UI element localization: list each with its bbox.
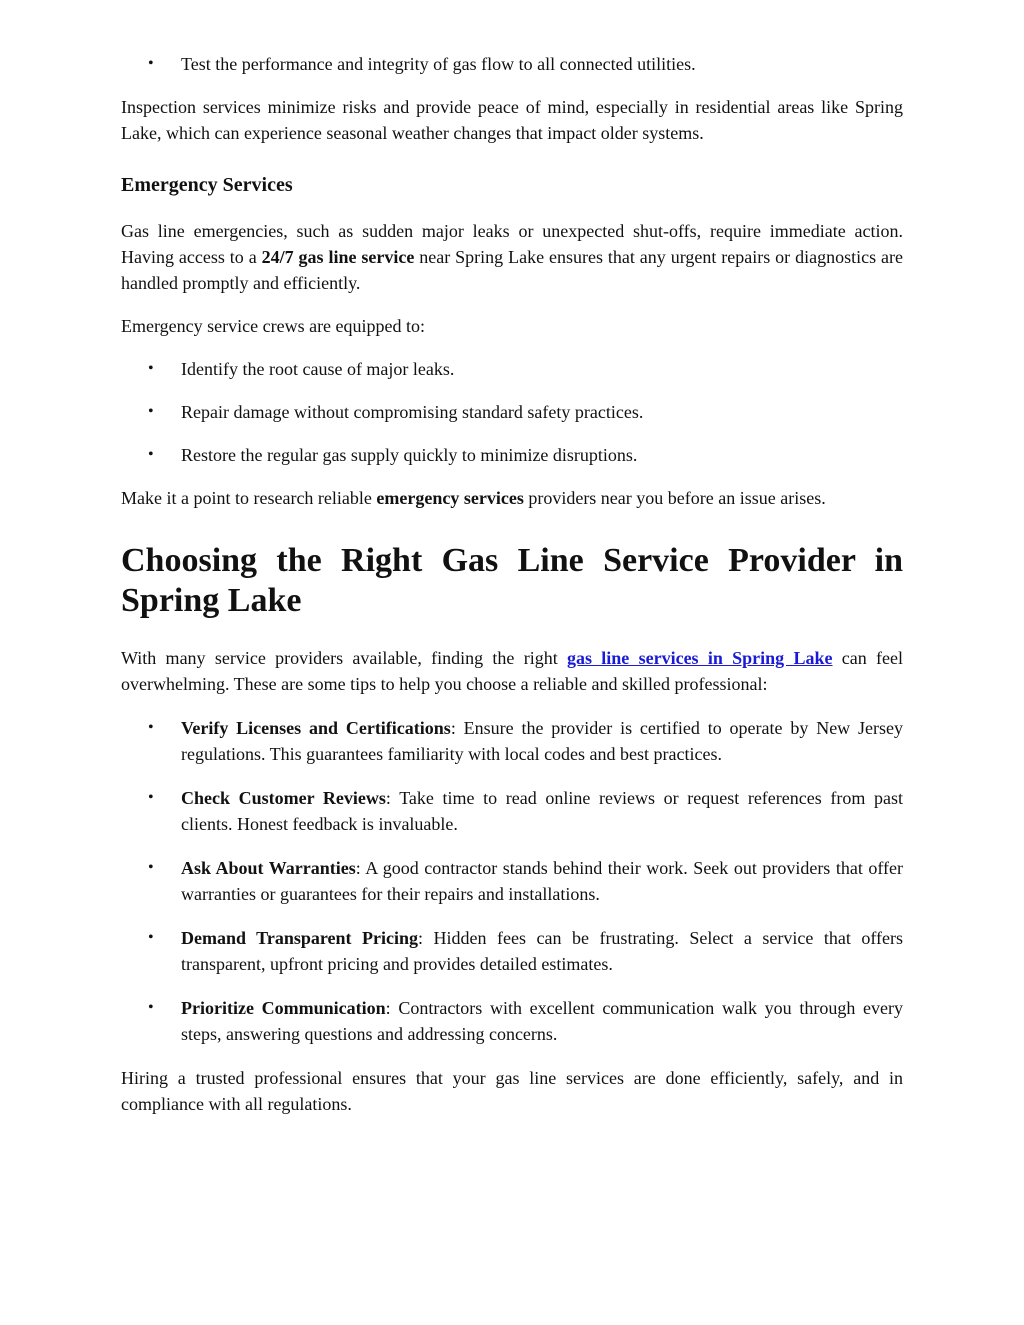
bullet-icon: • <box>148 789 154 806</box>
list-item: • Restore the regular gas supply quickly to minimize disruptions. <box>121 442 903 468</box>
gas-line-services-link[interactable]: gas line services in Spring Lake <box>567 648 833 668</box>
closing-paragraph: Hiring a trusted professional ensures that your gas line services are done efficiently, safely, and in compliance with all regulations. <box>121 1068 903 1114</box>
bullet-icon: • <box>148 55 154 72</box>
list-item <box>121 51 903 77</box>
emergency-heading: Emergency Services <box>121 174 293 196</box>
document-page <box>121 48 903 1117</box>
inspection-checklist <box>121 51 903 77</box>
emergency-list <box>121 356 903 468</box>
list-item: • Demand Transparent Pricing: Hidden fees can be frustrating. Select a service that offers transparent, upfront pricing and provides detailed estimates. <box>121 925 903 977</box>
list-item: • Check Customer Reviews: Take time to read online reviews or request references from past clients. Honest feedback is invaluable. <box>121 785 903 837</box>
tips-list <box>121 715 903 1047</box>
bullet-icon: • <box>148 446 154 463</box>
choosing-intro: With many service providers available, finding the right gas line services in Spring Lake can feel overwhelming. These are some tips to help you choose a reliable and skilled professional: <box>121 648 904 694</box>
bullet-icon: • <box>148 999 154 1016</box>
list-item: • Verify Licenses and Certifications: Ensure the provider is certified to operate by New Jersey regulations. This guarantees familiarity with local codes and best practices. <box>121 715 903 767</box>
bullet-icon: • <box>148 719 154 736</box>
bullet-icon: • <box>148 929 154 946</box>
emergency-paragraph: Gas line emergencies, such as sudden major leaks or unexpected shut-offs, require immediate action. Having access to a 24/7 gas line service near Spring Lake ensures that any urgent repairs or diagnostics are handled promptly and efficiently. <box>121 221 903 293</box>
crews-intro: Emergency service crews are equipped to: <box>121 316 426 336</box>
list-item: • Repair damage without compromising standard safety practices. <box>121 399 903 425</box>
inspection-paragraph: Inspection services minimize risks and provide peace of mind, especially in residential areas like Spring Lake, which can experience seasonal weather changes that impact older systems. <box>121 97 903 143</box>
choosing-heading: Choosing the Right Gas Line Service Provider in Spring Lake <box>121 542 903 619</box>
list-item: • Ask About Warranties: A good contractor stands behind their work. Seek out providers that offer warranties or guarantees for their repairs and installations. <box>121 855 903 907</box>
list-item: • Identify the root cause of major leaks. <box>121 356 903 382</box>
list-item: • Prioritize Communication: Contractors with excellent communication walk you through every steps, answering questions and addressing concerns. <box>121 995 903 1047</box>
bullet-icon: • <box>148 859 154 876</box>
bullet-icon: • <box>148 360 154 377</box>
list-item-text: Test the performance and integrity of gas flow to all connected utilities. <box>181 54 696 74</box>
bullet-icon: • <box>148 403 154 420</box>
research-paragraph: Make it a point to research reliable emergency services providers near you before an issue arises. <box>121 488 826 508</box>
